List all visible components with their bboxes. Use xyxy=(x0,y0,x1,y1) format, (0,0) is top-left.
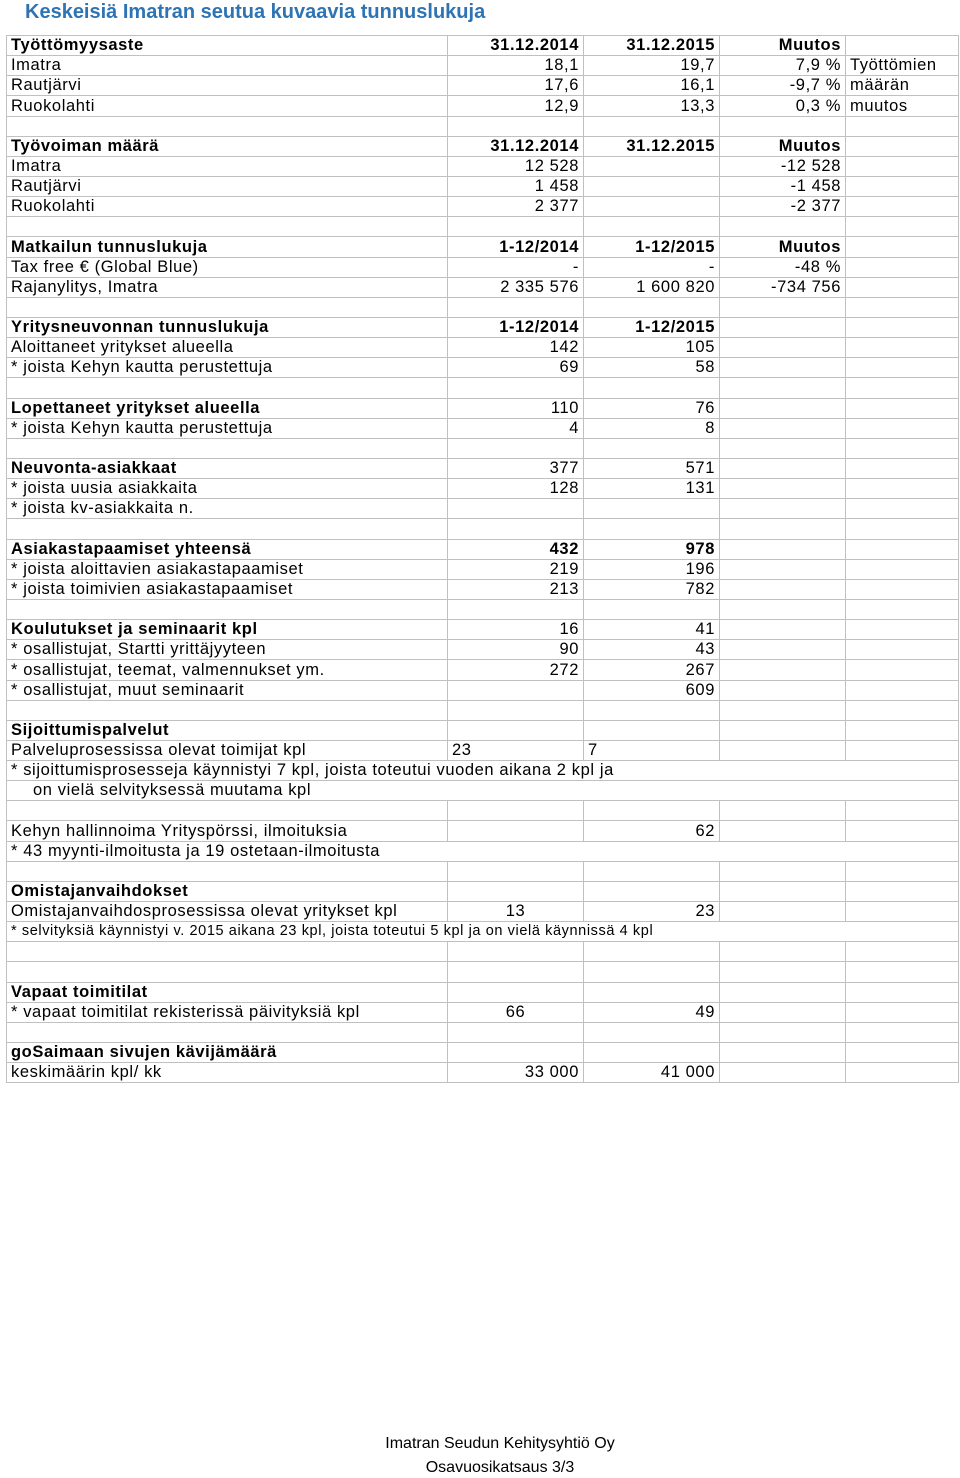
footer-company: Imatran Seudun Kehitysyhtiö Oy xyxy=(385,1435,615,1452)
table-row xyxy=(7,398,959,418)
cell-value xyxy=(584,499,720,519)
key-figures-table xyxy=(6,35,959,1083)
row-label: * joista uusia asiakkaita xyxy=(7,479,448,499)
cell-value: 7 xyxy=(584,740,720,760)
section-header: Vapaat toimitilat xyxy=(7,982,448,1002)
cell-value: 142 xyxy=(448,338,584,358)
cell-value: -12 528 xyxy=(720,156,846,176)
cell-value: 8 xyxy=(584,418,720,438)
cell-value xyxy=(448,499,584,519)
cell-value: 128 xyxy=(448,479,584,499)
table-row xyxy=(7,982,959,1002)
cell-value: 69 xyxy=(448,358,584,378)
table-row xyxy=(7,620,959,640)
row-label: Omistajanvaihdosprosessissa olevat yritykset kpl xyxy=(7,902,448,922)
cell-value: 0,3 % xyxy=(720,96,846,116)
cell-value: 90 xyxy=(448,640,584,660)
page-title: Keskeisiä Imatran seutua kuvaavia tunnuslukuja xyxy=(25,1,486,23)
table-row xyxy=(7,640,959,660)
cell-value: -1 458 xyxy=(720,176,846,196)
cell-value: 782 xyxy=(584,579,720,599)
cell-value: 13,3 xyxy=(584,96,720,116)
cell-value xyxy=(448,680,584,700)
table-row xyxy=(7,579,959,599)
cell-value: 43 xyxy=(584,640,720,660)
cell-value: 213 xyxy=(448,579,584,599)
row-label: * vapaat toimitilat rekisterissä päivityksiä kpl xyxy=(7,1002,448,1022)
table-row xyxy=(7,1043,959,1063)
cell-value: 110 xyxy=(448,398,584,418)
column-header: 1-12/2014 xyxy=(448,237,584,257)
section-header: Työttömyysaste xyxy=(7,36,448,56)
cell-value xyxy=(584,197,720,217)
section-header: Koulutukset ja seminaarit kpl xyxy=(7,620,448,640)
cell-value: 49 xyxy=(584,1002,720,1022)
section-header: goSaimaan sivujen kävijämäärä xyxy=(7,1043,448,1063)
row-label: * joista kv-asiakkaita n. xyxy=(7,499,448,519)
cell-value: 196 xyxy=(584,559,720,579)
row-label: Tax free € (Global Blue) xyxy=(7,257,448,277)
table-row xyxy=(7,56,959,76)
row-label: Rautjärvi xyxy=(7,176,448,196)
cell-value: 19,7 xyxy=(584,56,720,76)
cell-value: 978 xyxy=(584,539,720,559)
table-row xyxy=(7,1002,959,1022)
row-label: * joista toimivien asiakastapaamiset xyxy=(7,579,448,599)
column-header: Muutos xyxy=(720,237,846,257)
column-header: Muutos xyxy=(720,36,846,56)
column-header: 1-12/2015 xyxy=(584,317,720,337)
column-header: 31.12.2014 xyxy=(448,136,584,156)
cell-value xyxy=(584,176,720,196)
cell-value: -9,7 % xyxy=(720,76,846,96)
cell-value: 1 600 820 xyxy=(584,277,720,297)
cell-value: 23 xyxy=(448,740,584,760)
row-label: Lopettaneet yritykset alueella xyxy=(7,398,448,418)
cell-value: 272 xyxy=(448,660,584,680)
cell-value: 41 xyxy=(584,620,720,640)
cell-value: 16 xyxy=(448,620,584,640)
row-label: Palveluprosessissa olevat toimijat kpl xyxy=(7,740,448,760)
table-row xyxy=(7,761,959,781)
cell-value: 267 xyxy=(584,660,720,680)
table-row xyxy=(7,36,959,56)
table-row xyxy=(7,237,959,257)
cell-value xyxy=(584,156,720,176)
cell-value: 41 000 xyxy=(584,1063,720,1083)
note-text: * 43 myynti-ilmoitusta ja 19 ostetaan-ilmoitusta xyxy=(7,841,959,861)
table-row xyxy=(7,539,959,559)
row-label: Neuvonta-asiakkaat xyxy=(7,458,448,478)
column-header: 31.12.2015 xyxy=(584,36,720,56)
cell-value: - xyxy=(584,257,720,277)
cell-value: - xyxy=(448,257,584,277)
table-row xyxy=(7,479,959,499)
row-label: Ruokolahti xyxy=(7,197,448,217)
row-label: Imatra xyxy=(7,56,448,76)
table-row xyxy=(7,156,959,176)
cell-value: -48 % xyxy=(720,257,846,277)
cell-value: 2 377 xyxy=(448,197,584,217)
cell-value: 13 xyxy=(448,902,584,922)
row-label: Ruokolahti xyxy=(7,96,448,116)
row-label: Asiakastapaamiset yhteensä xyxy=(7,539,448,559)
table-row xyxy=(7,559,959,579)
row-label: Imatra xyxy=(7,156,448,176)
section-header: Omistajanvaihdokset xyxy=(7,881,448,901)
cell-value: 12,9 xyxy=(448,96,584,116)
cell-value: 17,6 xyxy=(448,76,584,96)
table-row xyxy=(7,499,959,519)
table-row xyxy=(7,136,959,156)
table-row xyxy=(7,358,959,378)
table-row xyxy=(7,418,959,438)
cell-value: 571 xyxy=(584,458,720,478)
table-row xyxy=(7,458,959,478)
table-row xyxy=(7,96,959,116)
cell-value: 16,1 xyxy=(584,76,720,96)
cell-value: 1 458 xyxy=(448,176,584,196)
section-header: Sijoittumispalvelut xyxy=(7,720,448,740)
row-label: * osallistujat, teemat, valmennukset ym. xyxy=(7,660,448,680)
note-text: on vielä selvityksessä muutama kpl xyxy=(7,781,959,801)
cell-value: 105 xyxy=(584,338,720,358)
row-label: * osallistujat, Startti yrittäjyyteen xyxy=(7,640,448,660)
row-label: * osallistujat, muut seminaarit xyxy=(7,680,448,700)
row-label: keskimäärin kpl/ kk xyxy=(7,1063,448,1083)
column-header: 1-12/2015 xyxy=(584,237,720,257)
column-header: 31.12.2015 xyxy=(584,136,720,156)
table-row xyxy=(7,660,959,680)
table-row xyxy=(7,257,959,277)
table-row xyxy=(7,317,959,337)
cell-value: -734 756 xyxy=(720,277,846,297)
table-row xyxy=(7,841,959,861)
cell-value: 432 xyxy=(448,539,584,559)
table-row xyxy=(7,680,959,700)
cell-value: 219 xyxy=(448,559,584,579)
cell-value: 18,1 xyxy=(448,56,584,76)
table-row xyxy=(7,277,959,297)
cell-value: 23 xyxy=(584,902,720,922)
row-label: * joista Kehyn kautta perustettuja xyxy=(7,418,448,438)
row-label: * joista aloittavien asiakastapaamiset xyxy=(7,559,448,579)
table-row xyxy=(7,197,959,217)
cell-value: 2 335 576 xyxy=(448,277,584,297)
side-note: Työttömien xyxy=(846,56,959,76)
cell-value: 76 xyxy=(584,398,720,418)
side-note: muutos xyxy=(846,96,959,116)
cell-value: 131 xyxy=(584,479,720,499)
table-row xyxy=(7,338,959,358)
table-row xyxy=(7,821,959,841)
cell-value: 62 xyxy=(584,821,720,841)
column-header: 31.12.2014 xyxy=(448,36,584,56)
footer-report: Osavuosikatsaus 3/3 xyxy=(425,1459,575,1476)
row-label: Aloittaneet yritykset alueella xyxy=(7,338,448,358)
table-row xyxy=(7,781,959,801)
cell-value: 66 xyxy=(448,1002,584,1022)
table-row xyxy=(7,740,959,760)
note-text: * sijoittumisprosesseja käynnistyi 7 kpl, joista toteutui vuoden aikana 2 kpl ja xyxy=(7,761,959,781)
row-label: * joista Kehyn kautta perustettuja xyxy=(7,358,448,378)
table-row xyxy=(7,1063,959,1083)
section-header: Työvoiman määrä xyxy=(7,136,448,156)
section-header: Yritysneuvonnan tunnuslukuja xyxy=(7,317,448,337)
section-header: Matkailun tunnuslukuja xyxy=(7,237,448,257)
column-header: Muutos xyxy=(720,136,846,156)
table-row xyxy=(7,176,959,196)
cell-value: -2 377 xyxy=(720,197,846,217)
cell-value: 7,9 % xyxy=(720,56,846,76)
note-text: * selvityksiä käynnistyi v. 2015 aikana 23 kpl, joista toteutui 5 kpl ja on vielä käynnissä 4 kpl xyxy=(7,922,959,942)
row-label: Rautjärvi xyxy=(7,76,448,96)
cell-value: 377 xyxy=(448,458,584,478)
table-row xyxy=(7,922,959,942)
side-note: määrän xyxy=(846,76,959,96)
table-row xyxy=(7,902,959,922)
cell-value: 609 xyxy=(584,680,720,700)
table-row xyxy=(7,720,959,740)
cell-value: 4 xyxy=(448,418,584,438)
row-label: Rajanylitys, Imatra xyxy=(7,277,448,297)
cell-value: 33 000 xyxy=(448,1063,584,1083)
row-label: Kehyn hallinnoima Yrityspörssi, ilmoituksia xyxy=(7,821,448,841)
table-row xyxy=(7,881,959,901)
table-row xyxy=(7,76,959,96)
column-header: 1-12/2014 xyxy=(448,317,584,337)
cell-value: 12 528 xyxy=(448,156,584,176)
cell-value: 58 xyxy=(584,358,720,378)
